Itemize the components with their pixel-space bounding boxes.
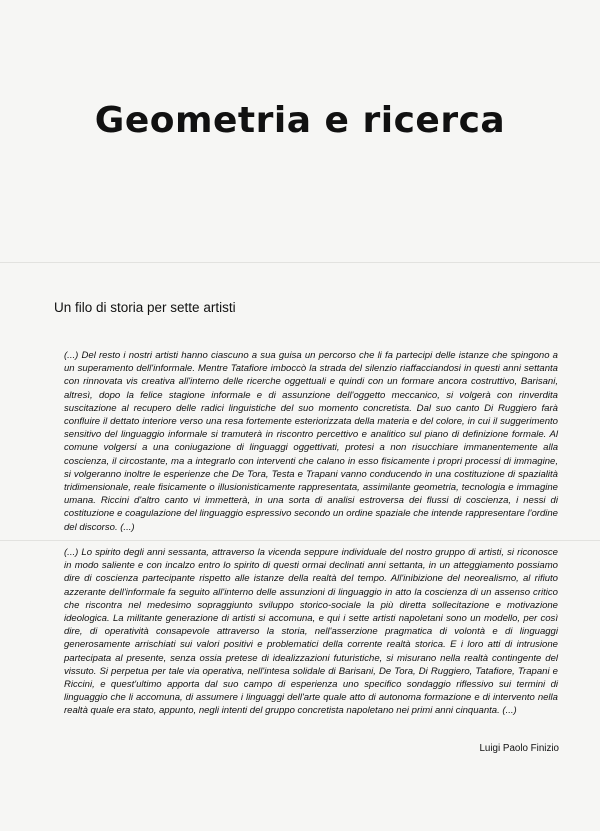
- paragraph-2: (...) Lo spirito degli anni sessanta, attraverso la vicenda seppure individuale del nostro gruppo di artisti, si riconosce in modo saliente e con incalzo entro lo spirito di questi ormai declinati anni settanta, in un atteggiamento possiamo dire di coscienza partecipante rispetto alle istanze della realtà del tempo. All'inibizione del neorealismo, al rifiuto azzerante dell'informale fa seguito all'interno delle assunzioni di linguaggio in atto la coscienza di un assenso critico che riscontra nel medesimo sopraggiunto sviluppo storico-sociale la più diretta sollecitazione e motivazione ideologica. La militante generazione di artisti si accomuna, e qui i sette artisti napoletani sono un modello, per così dire, di operatività consapevole attraverso la storia, nell'asserzione pragmatica di volontà e di linguaggi generosamente arrischiati sui valori positivi e problematici della corrente realtà storica. E i loro atti di intrusione partecipata al presente, senza ossia pretese di idealizzazioni futuristiche, si misurano nella realtà contingente del vissuto. Si perpetua per tale via operativa, nell'intesa solidale di Barisani, De Tora, Di Ruggiero, Tatafiore, Trapani e Riccini, e quest'ultimo apporta dal suo campo di esperienza uno specifico sondaggio riflessivo sui termini di linguaggio che li accomuna, di assumere i linguaggi dell'arte quale atto di autonoma formazione e di intervento nella realtà quale era stato, appunto, negli intenti del gruppo concretista napoletano nei primi anni cinquanta. (...): [64, 547, 558, 717]
- fold-line-top: [0, 262, 600, 263]
- subtitle: Un filo di storia per sette artisti: [54, 300, 236, 315]
- fold-line-bottom: [0, 540, 600, 541]
- author-signature: Luigi Paolo Finizio: [479, 743, 559, 754]
- page-title: Geometria e ricerca: [94, 100, 506, 141]
- paragraph-1: (...) Del resto i nostri artisti hanno ciascuno a sua guisa un percorso che li fa partecipi delle istanze che spingono a un superamento dell'informale. Mentre Tatafiore imboccò la strada del silenzio riaffacciandosi in questi anni settanta con rinnovata vis creativa all'interno delle ricerche oggettuali e quindi con un formare ancora costruttivo, Barisani, altresì, dopo la felice stagione informale e di assunzione dell'oggetto meccanico, si volgerà con rinverdita suscitazione al recupero delle radici linguistiche del suo momento concretista. Dal suo canto Di Ruggiero farà confluire il dettato interiore verso una resa fortemente esteriorizzata della materia e del colore, in cui il suggerimento sensitivo del linguaggio informale si tramuterà in riscontro percettivo e analitico sul piano di definizione formale. Al comune volgersi a una coniugazione di linguaggi oggettivati, protesi a non risucchiare immanentemente alla coscienza, il circostante, ma a integrarlo con interventi che calano in esso fisicamente i propri processi di immagine, si volgeranno inoltre le esperienze che De Tora, Testa e Trapani vanno conducendo in una costituzione di spazialità tridimensionale, reale fisicamente o illusionisticamente rappresentata, assimilante geometria, tecnologia e immagine umana. Riccini d'altro canto vi immetterà, in una sorta di analisi estroversa dei flussi di coscienza, i nessi di costituzione e coagulazione del linguaggio espressivo secondo un ordine spaziale che intende rappresentare l'ordine del discorso. (...): [64, 350, 558, 533]
